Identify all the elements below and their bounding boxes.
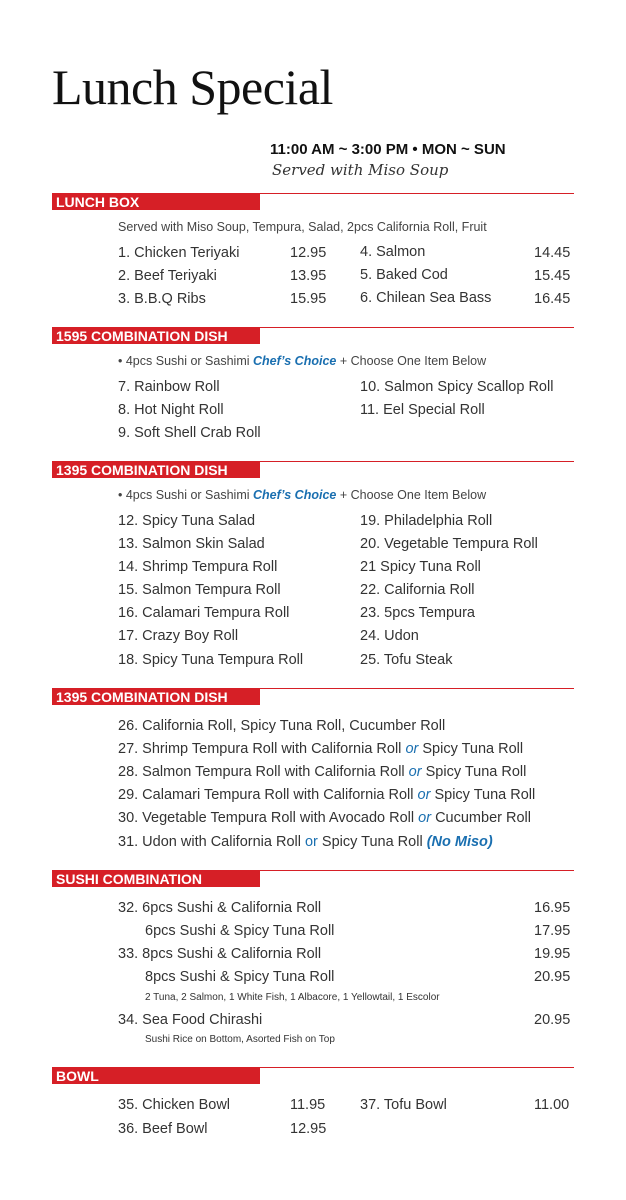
- section-label: 1395 COMBINATION DISH: [52, 462, 260, 478]
- or-text: or: [408, 764, 422, 780]
- menu-item: 20. Vegetable Tempura Roll: [360, 536, 538, 552]
- section-header-lunch-box: [52, 193, 574, 210]
- menu-item: [118, 787, 535, 803]
- section-header-bowl: [52, 1067, 574, 1084]
- note-prefix: • 4pcs Sushi or Sashimi: [118, 354, 250, 368]
- menu-item: 32. 6pcs Sushi & California Roll: [118, 900, 322, 916]
- menu-item: 3. B.B.Q Ribs: [118, 291, 206, 307]
- menu-item: 33. 8pcs Sushi & California Roll: [118, 946, 322, 962]
- menu-item: 11. Eel Special Roll: [360, 402, 485, 418]
- combo-1595-note: [118, 354, 486, 368]
- menu-item: 8pcs Sushi & Spicy Tuna Roll: [145, 969, 335, 985]
- item-text: 26. California Roll, Spicy Tuna Roll, Cucumber Roll: [118, 718, 446, 734]
- served-with-text: Served with Miso Soup: [272, 161, 449, 179]
- or-text: or: [417, 787, 431, 803]
- item-alt-text: Spicy Tuna Roll: [422, 741, 524, 757]
- menu-item: 14. Shrimp Tempura Roll: [118, 559, 278, 575]
- menu-price: 15.95: [290, 291, 327, 307]
- menu-item: 6. Chilean Sea Bass: [360, 290, 492, 306]
- menu-item: 8. Hot Night Roll: [118, 402, 224, 418]
- item-text: 28. Salmon Tempura Roll with California Roll: [118, 764, 405, 780]
- item-description: 2 Tuna, 2 Salmon, 1 White Fish, 1 Albacore, 1 Yellowtail, 1 Escolor: [145, 992, 440, 1003]
- menu-item: [118, 741, 523, 757]
- section-header-1395-combination-rolls: [52, 688, 574, 705]
- no-miso-note: (No Miso): [426, 834, 493, 850]
- menu-item: 7. Rainbow Roll: [118, 379, 220, 395]
- menu-item: [118, 718, 445, 734]
- section-header-1595-combination: [52, 327, 574, 344]
- menu-price: 20.95: [534, 969, 571, 985]
- or-text: or: [405, 741, 419, 757]
- menu-price: 12.95: [290, 1121, 327, 1137]
- hours-text: 11:00 AM ~ 3:00 PM • MON ~ SUN: [270, 141, 506, 158]
- menu-price: 20.95: [534, 1012, 571, 1028]
- item-description: Sushi Rice on Bottom, Asorted Fish on Top: [145, 1034, 335, 1045]
- menu-item: 6pcs Sushi & Spicy Tuna Roll: [145, 923, 335, 939]
- menu-item: 13. Salmon Skin Salad: [118, 536, 265, 552]
- note-prefix: • 4pcs Sushi or Sashimi: [118, 488, 250, 502]
- menu-price: 11.00: [534, 1097, 570, 1113]
- menu-item: 18. Spicy Tuna Tempura Roll: [118, 652, 304, 668]
- or-text: or: [304, 834, 318, 850]
- item-alt-text: Spicy Tuna Roll: [434, 787, 536, 803]
- menu-item: 25. Tofu Steak: [360, 652, 453, 668]
- menu-item: 34. Sea Food Chirashi: [118, 1012, 263, 1028]
- menu-item: 37. Tofu Bowl: [360, 1097, 447, 1113]
- item-text: 27. Shrimp Tempura Roll with California Roll: [118, 741, 402, 757]
- chefs-choice-label: Chef’s Choice: [253, 354, 337, 368]
- section-label: 1395 COMBINATION DISH: [52, 689, 260, 705]
- lunch-box-note: Served with Miso Soup, Tempura, Salad, 2pcs California Roll, Fruit: [118, 220, 487, 234]
- menu-item: 36. Beef Bowl: [118, 1121, 208, 1137]
- menu-item: 35. Chicken Bowl: [118, 1097, 231, 1113]
- menu-item: [118, 764, 526, 780]
- combo-1395-note: [118, 488, 486, 502]
- menu-item: 12. Spicy Tuna Salad: [118, 513, 256, 529]
- menu-item: 22. California Roll: [360, 582, 475, 598]
- section-label: LUNCH BOX: [52, 194, 260, 210]
- menu-item: 17. Crazy Boy Roll: [118, 628, 239, 644]
- item-text: 30. Vegetable Tempura Roll with Avocado Roll: [118, 810, 415, 826]
- or-text: or: [418, 810, 432, 826]
- page-title: Lunch Special: [52, 59, 333, 115]
- menu-item: 19. Philadelphia Roll: [360, 513, 493, 529]
- menu-price: 15.45: [534, 268, 571, 284]
- menu-item: 15. Salmon Tempura Roll: [118, 582, 281, 598]
- section-header-sushi-combination: [52, 870, 574, 887]
- section-label: SUSHI COMBINATION: [52, 871, 260, 887]
- menu-price: 17.95: [534, 923, 571, 939]
- section-label: 1595 COMBINATION DISH: [52, 328, 260, 344]
- item-alt-text: Spicy Tuna Roll: [425, 764, 527, 780]
- menu-item: 21 Spicy Tuna Roll: [360, 559, 481, 575]
- menu-item: 4. Salmon: [360, 244, 426, 260]
- menu-item: 5. Baked Cod: [360, 267, 448, 283]
- menu-item: [118, 810, 531, 826]
- menu-item: 16. Calamari Tempura Roll: [118, 605, 290, 621]
- menu-item: 9. Soft Shell Crab Roll: [118, 425, 261, 441]
- item-alt-text: Cucumber Roll: [435, 810, 531, 826]
- menu-price: 16.95: [534, 900, 571, 916]
- menu-item: 10. Salmon Spicy Scallop Roll: [360, 379, 554, 395]
- menu-item: 2. Beef Teriyaki: [118, 268, 217, 284]
- menu-item: 1. Chicken Teriyaki: [118, 245, 240, 261]
- section-label: BOWL: [52, 1068, 260, 1084]
- menu-price: 11.95: [290, 1097, 326, 1113]
- menu-price: 16.45: [534, 291, 571, 307]
- item-text: 31. Udon with California Roll: [118, 834, 301, 850]
- menu-price: 14.45: [534, 245, 571, 261]
- menu-item: 23. 5pcs Tempura: [360, 605, 475, 621]
- menu-item: 24. Udon: [360, 628, 419, 644]
- note-suffix: + Choose One Item Below: [339, 354, 487, 368]
- menu-price: 19.95: [534, 946, 571, 962]
- menu-price: 12.95: [290, 245, 327, 261]
- item-alt-text: Spicy Tuna Roll: [321, 834, 423, 850]
- menu-item: [118, 834, 493, 850]
- note-suffix: + Choose One Item Below: [339, 488, 487, 502]
- section-header-1395-combination: [52, 461, 574, 478]
- chefs-choice-label: Chef’s Choice: [253, 488, 337, 502]
- item-text: 29. Calamari Tempura Roll with California Roll: [118, 787, 414, 803]
- menu-price: 13.95: [290, 268, 327, 284]
